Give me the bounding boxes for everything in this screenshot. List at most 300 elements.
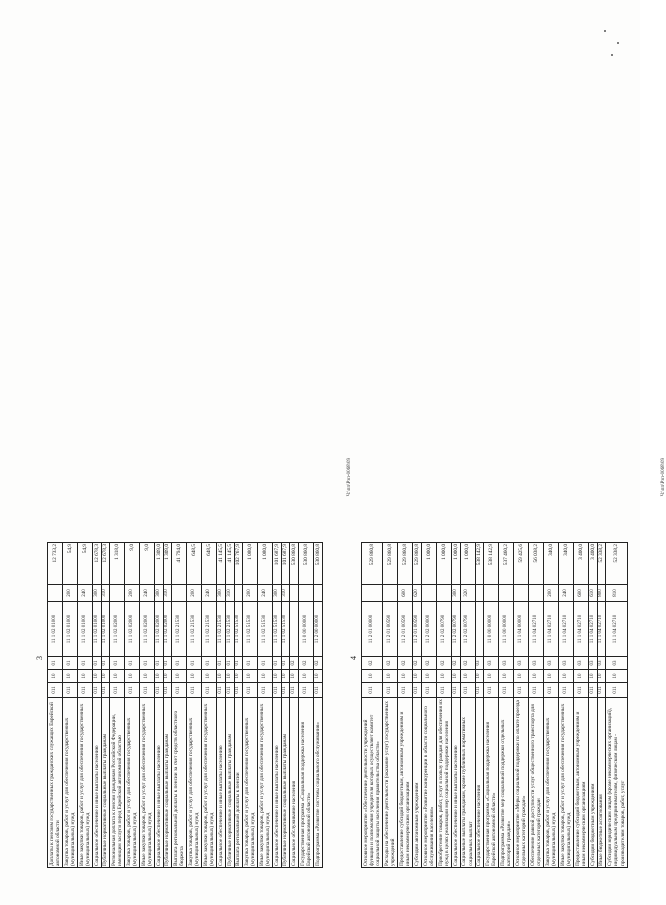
row-name-cell: Публичные нормативные социальные выплаты гражданам (225, 698, 234, 868)
row-gr-cell: 011 (78, 683, 93, 698)
row-name-cell: Иные закупки товаров, работ и услуг для обеспечения государственных (муниципальных) нужд (559, 698, 574, 868)
row-vr-cell (313, 585, 322, 602)
row-pr-cell: 01 (155, 657, 164, 670)
row-amount-cell: 1 080,0 (258, 543, 273, 585)
table-row (452, 448, 461, 868)
table-row (544, 448, 559, 868)
row-pr-cell: 03 (514, 657, 529, 670)
row-cs-cell: 11 1 02 01000 (48, 602, 63, 657)
row-rz-cell: 10 (398, 670, 413, 683)
row-gr-cell: 011 (290, 683, 299, 698)
table-row (398, 448, 413, 868)
row-gr-cell: 011 (514, 683, 529, 698)
row-vr-cell: 310 (225, 585, 234, 602)
row-vr-cell (290, 585, 299, 602)
table-row (125, 448, 140, 868)
row-name-cell: Социальное обеспечение и иные выплаты населению (452, 698, 461, 868)
row-amount-cell: 52 338,2 (606, 543, 627, 585)
row-cs-cell: 11 2 02 00790 (437, 602, 452, 657)
row-vr-cell: 200 (63, 585, 78, 602)
row-name-cell: Социальные выплаты гражданам, кроме публичных нормативных социальных выплат (460, 698, 475, 868)
row-pr-cell: 01 (273, 657, 282, 670)
table-row (597, 448, 606, 868)
row-name-cell: Публичные нормативные социальные выплаты гражданам (163, 698, 172, 868)
page-number: 4 (349, 656, 358, 660)
row-rz-cell: 10 (172, 670, 187, 683)
row-vr-cell: 810 (606, 585, 627, 602)
row-vr-cell: 240 (140, 585, 155, 602)
row-amount-cell: 648,5 (202, 543, 217, 585)
table-row (437, 448, 452, 868)
page-footer: Ч:\пп\Рзп-0068\09 (661, 458, 666, 497)
row-gr-cell: 011 (298, 683, 313, 698)
scan-speck (617, 42, 619, 44)
row-amount-cell: 3 400,0 (589, 543, 598, 585)
row-rz-cell: 10 (437, 670, 452, 683)
row-pr-cell: 03 (529, 657, 544, 670)
row-name-cell: Подпрограмма «Развитие мер социальной поддержки отдельных категорий граждан» (499, 698, 514, 868)
row-rz-cell: 10 (155, 670, 164, 683)
row-vr-cell (234, 585, 243, 602)
row-vr-cell (298, 585, 313, 602)
row-amount-cell: 56 038,2 (529, 543, 544, 585)
row-cs-cell: 11 0 00 00000 (298, 602, 313, 657)
row-vr-cell (475, 585, 484, 602)
row-name-cell: Приобретение товаров, работ, услуг в пользу граждан для обеспечения их нужд в целях реализации мер социальной поддержки населения (437, 699, 450, 866)
row-cs-cell: 11 1 04 00000 (514, 602, 529, 657)
row-pr-cell: 02 (452, 657, 461, 670)
page-number: 3 (35, 656, 44, 660)
row-amount-cell: 9,0 (140, 543, 155, 585)
row-pr-cell: 01 (101, 657, 110, 670)
row-vr-cell: 300 (93, 585, 102, 602)
row-name-cell: Публичные нормативные социальные выплаты гражданам (281, 698, 290, 868)
row-pr-cell: 01 (187, 657, 202, 670)
row-rz-cell: 10 (258, 670, 273, 683)
row-gr-cell: 011 (243, 683, 258, 698)
table-row (589, 448, 598, 868)
row-cs-cell: 11 1 02 21530 (172, 602, 187, 657)
row-name-cell: Иные закупки товаров, работ и услуг для обеспечения государственных (муниципальных) нужд (258, 698, 273, 868)
row-name-cell: Социальное обеспечение населения (475, 698, 484, 868)
row-pr-cell: 01 (172, 657, 187, 670)
row-vr-cell: 240 (258, 585, 273, 602)
row-cs-cell: 11 1 04 02710 (529, 602, 544, 657)
row-vr-cell: 600 (398, 585, 413, 602)
row-name-cell: Закупка товаров, работ и услуг для обеспечения государственных (муниципальных) нужд (63, 698, 78, 868)
row-vr-cell: 300 (217, 585, 226, 602)
row-gr-cell: 011 (484, 683, 499, 698)
row-pr-cell: 02 (290, 657, 299, 670)
row-gr-cell: 011 (281, 683, 290, 698)
row-gr-cell: 011 (589, 683, 598, 698)
table-row (460, 448, 475, 868)
row-rz-cell: 10 (298, 670, 313, 683)
row-gr-cell: 011 (413, 683, 422, 698)
table-row (93, 448, 102, 868)
row-rz-cell: 10 (163, 670, 172, 683)
row-pr-cell: 03 (606, 657, 627, 670)
row-vr-cell: 300 (452, 585, 461, 602)
row-amount-cell: 1 080,0 (243, 543, 258, 585)
row-amount-cell: 12 678,3 (93, 543, 102, 585)
row-name-cell: Закупка товаров, работ и услуг для обеспечения государственных (муниципальных) нужд (125, 698, 140, 868)
row-gr-cell: 011 (172, 683, 187, 698)
row-cs-cell: 11 2 00 00000 (313, 602, 322, 657)
row-vr-cell: 300 (273, 585, 282, 602)
row-gr-cell: 011 (398, 683, 413, 698)
row-gr-cell: 011 (234, 683, 243, 698)
row-rz-cell: 10 (225, 670, 234, 683)
row-rz-cell: 10 (606, 670, 627, 683)
row-vr-cell: 200 (125, 585, 140, 602)
table-row (163, 448, 172, 868)
row-gr-cell: 011 (383, 683, 398, 698)
row-cs-cell: 11 2 01 00590 (383, 602, 398, 657)
row-gr-cell: 011 (422, 683, 437, 698)
page-left (35, 448, 352, 868)
row-pr-cell: 01 (234, 657, 243, 670)
row-amount-cell: 9,0 (125, 543, 140, 585)
row-cs-cell: 11 1 02 02000 (140, 602, 155, 657)
table-row (529, 448, 544, 868)
row-rz-cell: 10 (110, 670, 125, 683)
row-cs-cell: 11 2 01 00590 (398, 602, 413, 657)
table-row (499, 448, 514, 868)
row-amount-cell: 530 860,8 (313, 543, 322, 585)
row-amount-cell: 52 338,2 (597, 543, 606, 585)
row-rz-cell: 10 (202, 670, 217, 683)
table-row (313, 448, 322, 868)
row-pr-cell: 03 (484, 657, 499, 670)
row-vr-cell: 620 (413, 585, 422, 602)
row-name-cell: Субсидии бюджетным учреждениям (589, 698, 598, 868)
row-rz-cell: 10 (234, 670, 243, 683)
row-amount-cell: 54,9 (63, 543, 78, 585)
row-vr-cell: 610 (589, 585, 598, 602)
page-right (349, 448, 666, 868)
row-pr-cell: 01 (93, 657, 102, 670)
row-amount-cell: 3 400,0 (574, 543, 589, 585)
table-row (110, 448, 125, 868)
row-cs-cell: 11 2 01 00590 (413, 602, 422, 657)
row-name-cell: Выплата региональной доплаты к пенсии (234, 698, 243, 868)
row-name-cell: Государственная программа «Социальная поддержка населения Еврейской автономной области» (298, 698, 313, 868)
table-row (422, 448, 437, 868)
row-amount-cell: 529 860,8 (362, 543, 383, 585)
row-name-cell: Социальное обеспечение и иные выплаты населению (93, 698, 102, 868)
row-rz-cell: 10 (460, 670, 475, 683)
row-name-cell: Субсидии автономным учреждениям (413, 698, 422, 868)
row-amount-cell: 529 860,8 (398, 543, 413, 585)
row-pr-cell: 01 (243, 657, 258, 670)
row-name-cell: Региональная доплата к пенсии гражданам Российской Федерации, имеющим заслуги перед Еврейской автономной областью (110, 698, 125, 868)
row-rz-cell: 10 (514, 670, 529, 683)
row-vr-cell: 300 (155, 585, 164, 602)
row-rz-cell: 10 (413, 670, 422, 683)
row-gr-cell: 011 (101, 683, 110, 698)
row-gr-cell: 011 (258, 683, 273, 698)
row-amount-cell: 12 678,3 (101, 543, 110, 585)
row-pr-cell: 02 (460, 657, 475, 670)
row-cs-cell: 11 1 02 01000 (101, 602, 110, 657)
table-row (172, 448, 187, 868)
row-gr-cell: 011 (574, 683, 589, 698)
row-cs-cell: 11 1 00 00000 (499, 602, 514, 657)
table-row (202, 448, 217, 868)
table-row (258, 448, 273, 868)
row-name-cell: Закупка товаров, работ и услуг для обеспечения государственных (муниципальных) нужд (544, 698, 559, 868)
row-name-cell: Государственная программа «Социальная поддержка населения Еврейской автономной области» (484, 698, 499, 868)
row-amount-cell: 530 860,8 (298, 543, 313, 585)
row-pr-cell: 02 (398, 657, 413, 670)
row-gr-cell: 011 (313, 683, 322, 698)
row-cs-cell: 11 2 02 00000 (422, 602, 437, 657)
row-amount-cell: 1 000,0 (422, 543, 437, 585)
table-row (155, 448, 164, 868)
row-vr-cell: 600 (574, 585, 589, 602)
row-rz-cell: 10 (499, 670, 514, 683)
row-cs-cell: 11 1 02 21530 (187, 602, 202, 657)
table-row (281, 448, 290, 868)
row-amount-cell: 537 460,2 (499, 543, 514, 585)
row-cs-cell: 11 1 02 01000 (78, 602, 93, 657)
row-rz-cell: 10 (529, 670, 544, 683)
row-vr-cell: 240 (78, 585, 93, 602)
row-amount-cell: 101 687,9 (273, 543, 282, 585)
row-rz-cell: 10 (273, 670, 282, 683)
row-cs-cell: 11 1 02 01000 (93, 602, 102, 657)
row-amount-cell: 101 687,9 (281, 543, 290, 585)
row-pr-cell: 01 (163, 657, 172, 670)
row-amount-cell: 538 142,9 (484, 543, 499, 585)
table-body (362, 448, 628, 868)
row-cs-cell: 11 2 01 00000 (362, 602, 383, 657)
row-rz-cell: 10 (452, 670, 461, 683)
row-name-cell: Социальное обеспечение и иные выплаты населению (273, 698, 282, 868)
row-rz-cell: 10 (589, 670, 598, 683)
row-rz-cell: 10 (559, 670, 574, 683)
table-row (101, 448, 110, 868)
row-vr-cell: 320 (460, 585, 475, 602)
row-vr-cell: 240 (202, 585, 217, 602)
row-pr-cell: 01 (202, 657, 217, 670)
row-vr-cell (110, 585, 125, 602)
page-footer: Ч:\пп\Рзп-0068\09 (347, 458, 352, 497)
row-pr-cell: 01 (48, 657, 63, 670)
row-gr-cell: 011 (217, 683, 226, 698)
row-gr-cell: 011 (544, 683, 559, 698)
row-gr-cell: 011 (163, 683, 172, 698)
row-amount-cell: 12 733,2 (48, 543, 63, 585)
row-cs-cell: 11 1 04 02710 (574, 602, 589, 657)
row-gr-cell: 011 (202, 683, 217, 698)
table-row (413, 448, 422, 868)
table-row (273, 448, 282, 868)
row-pr-cell: 01 (140, 657, 155, 670)
row-pr-cell: 03 (574, 657, 589, 670)
row-vr-cell (383, 585, 398, 602)
row-vr-cell (422, 585, 437, 602)
row-cs-cell: 11 0 00 00000 (484, 602, 499, 657)
table-row (225, 448, 234, 868)
row-cs-cell: 11 2 02 00790 (452, 602, 461, 657)
row-name-cell: Расходы на обеспечение деятельности (оказание услуг) государственных учреждений (383, 698, 398, 868)
row-amount-cell: 1 000,0 (452, 543, 461, 585)
row-pr-cell: 02 (413, 657, 422, 670)
row-cs-cell: 11 1 02 02000 (155, 602, 164, 657)
row-rz-cell: 10 (422, 670, 437, 683)
row-amount-cell: 1 000,0 (437, 543, 452, 585)
row-rz-cell: 10 (78, 670, 93, 683)
row-name-cell: Иные бюджетные ассигнования (597, 698, 606, 868)
row-pr-cell: 01 (225, 657, 234, 670)
row-gr-cell: 011 (273, 683, 282, 698)
row-cs-cell: 11 1 02 01000 (63, 602, 78, 657)
row-vr-cell (514, 585, 529, 602)
row-amount-cell: 1 309,0 (163, 543, 172, 585)
row-vr-cell (48, 585, 63, 602)
row-amount-cell: 529 860,8 (383, 543, 398, 585)
row-pr-cell: 03 (475, 657, 484, 670)
row-cs-cell: 11 1 02 21530 (225, 602, 234, 657)
row-vr-cell: 310 (281, 585, 290, 602)
row-rz-cell: 10 (63, 670, 78, 683)
row-cs-cell: 11 1 02 02000 (125, 602, 140, 657)
row-vr-cell (499, 585, 514, 602)
row-pr-cell: 03 (597, 657, 606, 670)
row-name-cell: Социальное обеспечение и иные выплаты населению (217, 698, 226, 868)
row-amount-cell: 1 000,0 (460, 543, 475, 585)
row-rz-cell: 10 (187, 670, 202, 683)
row-cs-cell: 11 1 04 02710 (606, 602, 627, 657)
row-cs-cell (290, 602, 299, 657)
row-amount-cell: 54,9 (78, 543, 93, 585)
row-pr-cell: 01 (217, 657, 226, 670)
row-cs-cell: 11 1 04 02710 (544, 602, 559, 657)
row-rz-cell: 10 (140, 670, 155, 683)
row-gr-cell: 011 (155, 683, 164, 698)
row-rz-cell: 10 (313, 670, 322, 683)
row-name-cell: Иные закупки товаров, работ и услуг для обеспечения государственных (муниципальных) нужд (140, 698, 155, 868)
row-name-cell: Предоставление субсидий бюджетным, автономным учреждениям и иным некоммерческим организациям (398, 698, 413, 868)
row-pr-cell: 03 (589, 657, 598, 670)
row-vr-cell (529, 585, 544, 602)
row-vr-cell (172, 585, 187, 602)
row-name-cell: Обеспечение равной доступности услуг общественного транспорта для отдельных категорий граждан (529, 698, 544, 868)
row-rz-cell: 10 (125, 670, 140, 683)
row-amount-cell: 102 767,9 (234, 543, 243, 585)
row-rz-cell: 10 (93, 670, 102, 683)
row-amount-cell: 1 309,0 (155, 543, 164, 585)
row-amount-cell: 59 425,6 (514, 543, 529, 585)
row-cs-cell (475, 602, 484, 657)
row-rz-cell: 10 (362, 670, 383, 683)
row-rz-cell: 10 (544, 670, 559, 683)
row-cs-cell: 11 1 04 02710 (559, 602, 574, 657)
row-pr-cell: 01 (125, 657, 140, 670)
row-vr-cell: 200 (187, 585, 202, 602)
table-row (298, 448, 313, 868)
row-cs-cell: 11 1 02 51530 (273, 602, 282, 657)
row-gr-cell: 011 (606, 683, 627, 698)
table-row (362, 448, 383, 868)
row-name-cell: Доплаты к пенсиям государственных гражданских служащих Еврейской автономной области (48, 698, 63, 868)
table-body (48, 448, 323, 868)
scan-speck (611, 54, 613, 56)
table-row (78, 448, 93, 868)
row-pr-cell: 02 (383, 657, 398, 670)
row-name-cell: Закупка товаров, работ и услуг для обеспечения государственных (муниципальных) нужд (187, 698, 202, 868)
row-gr-cell: 011 (452, 683, 461, 698)
row-pr-cell: 01 (281, 657, 290, 670)
row-rz-cell: 10 (101, 670, 110, 683)
row-gr-cell: 011 (125, 683, 140, 698)
row-cs-cell: 11 2 02 00790 (460, 602, 475, 657)
row-amount-cell: 340,0 (544, 543, 559, 585)
row-amount-cell: 41 794,0 (172, 543, 187, 585)
row-vr-cell (437, 585, 452, 602)
row-rz-cell: 10 (597, 670, 606, 683)
row-name-cell: Основное мероприятие «Меры социальной поддержки по оплате проезда отдельных категорий граждан» (514, 698, 529, 868)
table-row (606, 448, 627, 868)
row-pr-cell: 01 (63, 657, 78, 670)
row-pr-cell: 01 (78, 657, 93, 670)
row-rz-cell: 10 (574, 670, 589, 683)
row-vr-cell: 310 (101, 585, 110, 602)
row-amount-cell: 41 145,5 (217, 543, 226, 585)
table-row (559, 448, 574, 868)
row-gr-cell: 011 (475, 683, 484, 698)
row-name-cell: Субсидии юридическим лицам (кроме некоммерческих организаций), индивидуальным предпринимателям, физическим лицам - производителям товаров, работ, услуг (606, 698, 627, 868)
table-row (514, 448, 529, 868)
row-vr-cell: 240 (559, 585, 574, 602)
row-name-cell: Основное мероприятие «Развитие конкуренции в области социального обслуживания населения» (422, 698, 437, 868)
row-gr-cell: 011 (460, 683, 475, 698)
row-rz-cell: 10 (475, 670, 484, 683)
row-amount-cell: 648,5 (187, 543, 202, 585)
row-vr-cell: 200 (544, 585, 559, 602)
row-rz-cell: 10 (281, 670, 290, 683)
table-row (234, 448, 243, 868)
row-gr-cell: 011 (499, 683, 514, 698)
row-name-cell: Закупка товаров, работ и услуг для обеспечения государственных (муниципальных) нужд (243, 698, 258, 868)
row-name-cell: Иные закупки товаров, работ и услуг для обеспечения государственных (муниципальных) нужд (202, 698, 217, 868)
row-gr-cell: 011 (529, 683, 544, 698)
row-cs-cell: 11 1 02 51530 (243, 602, 258, 657)
row-cs-cell: 11 1 02 02000 (163, 602, 172, 657)
row-cs-cell: 11 1 02 51530 (258, 602, 273, 657)
row-cs-cell: 11 1 02 51530 (234, 602, 243, 657)
row-cs-cell: 11 1 02 02000 (110, 602, 125, 657)
row-cs-cell: 11 1 02 51530 (281, 602, 290, 657)
row-pr-cell: 03 (499, 657, 514, 670)
table-row (187, 448, 202, 868)
row-rz-cell: 10 (217, 670, 226, 683)
row-name-cell: Основное мероприятие «Обеспечение деятельности учреждений функции и полномочия учредителя которых осуществляет комитет социальной защиты населения правительства области» (362, 698, 383, 868)
row-pr-cell: 01 (258, 657, 273, 670)
row-pr-cell: 02 (437, 657, 452, 670)
row-gr-cell: 011 (437, 683, 452, 698)
row-amount-cell: 529 860,8 (413, 543, 422, 585)
row-name-cell: Подпрограмма «Развитие системы социального обслуживания» (313, 698, 322, 868)
row-vr-cell (362, 585, 383, 602)
budget-table-right (361, 447, 628, 868)
row-pr-cell: 03 (559, 657, 574, 670)
table-row (475, 448, 484, 868)
row-name-cell: Выплата региональной доплаты к пенсии за счет средств областного бюджета (172, 698, 187, 868)
row-cs-cell: 11 1 04 02710 (597, 602, 606, 657)
